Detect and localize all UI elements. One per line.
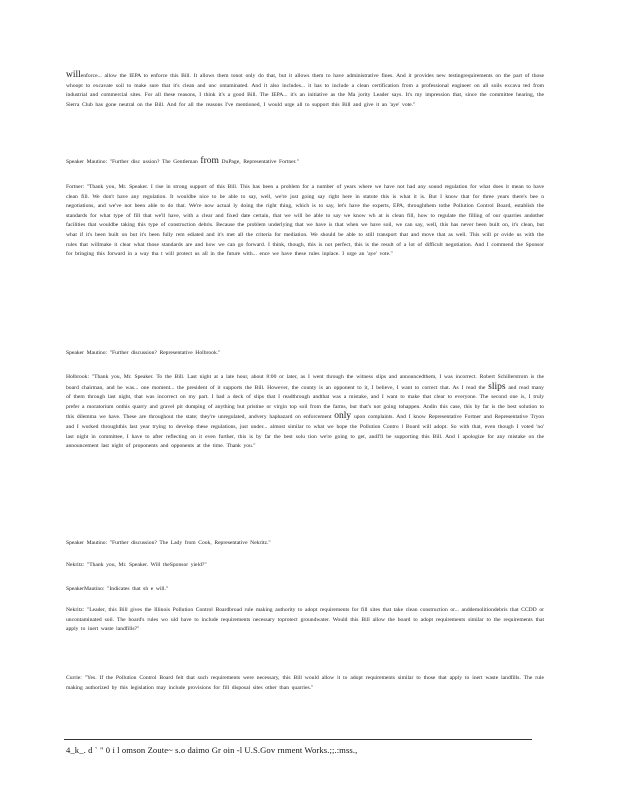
speaker-line-indicates: SpeakerMautino: "Indicates that sh e will."	[66, 586, 169, 592]
paragraph-holbrook-a: Holbrook: "Thank you, Mr. Speaker. To the Bill. Last night at a late hour, about 8:00 or later, as I went through the witness slips and announcedthem, I was incorrect. Robert Schillerstrom is the board chairman, and he was... one moment... the president of it supports the Bill. However, the county is an opponent to it, I believe, I want to correct that. As I read the	[66, 374, 544, 391]
footer-divider	[64, 739, 532, 740]
paragraph-holbrook-emph1: slips	[488, 381, 506, 392]
paragraph-fortner: Fortner: "Thank you, Mr. Speaker. I rise in strong support of this Bill. This has been a problem for a number of years where we have not had any sound regulation for what does it mean to have clean fill. We don't have any regulation. It wouldbe nice to be able to say, well, we're just going say right here in statute this is what it is. But I know that for three years there's bee n negotiations, and we've not been able to do that. We're now actual ly doing the right thing, which is to say, let's have the experts, EPA, throughthem tothe Pollution Control Board, establish the standards for what type of fill that we'll have, with a clear and fixed date certain, that we will be able to say we know wh at is clean fill, how to regulate the filling of our quarries andother facilities that wouldbe taking this type of construction debris. Because the problem underlying that we have is that when we have soil, we can say, well, this has never been built on, it's clean, but what if it's been built on but it's been fully rem ediated and it's met all the criteria for mediation. We should be able to still transport that and move that as well. This will pr ovide us with the rules that willmake it clear what those standards are and how we can go forward. I think, though, this is not perfect, this is the result of a lot of difficult negotiation. And I commend the Sponsor for bringing this forward in a way tha t will protect us all in the future with... ence we have these rules inplace. I urge an 'aye' vote."	[66, 184, 544, 258]
paragraph-holbrook-c: upon complaints. And I know Representative Fortner and Representative Tryon and I worked throughthis last year trying to develop these regulations, just under... almost similar to what we hope the Pollution Contro l Board will adopt. So with that, even though I voted 'no' last night in committee, I have to after reflecting on it even further, this is by far the best solu tion we're going to get, andI'll be supporting this Bill. And I apologize for any mistake on the announcement last night of proponents and opponents at the time. Thank you."	[66, 414, 545, 450]
paragraph-holbrook-b: and read many of them through last night, that was incorrect on my part. I had a deck of slips that I readthrough andthat was a mistake, and I want to make that clear to everyone. The second one is, I truly prefer a moratorium onthis quarry and gravel pit dumping of anything but pristine or virgin top soil from the farms, but that's not going tohappen. Andin this case, this by far is the best solution to this dilemma we have. These are throughout the state; they're unregulated, andvery haphazard on enforcement	[66, 384, 544, 421]
paragraph-nekritz-question: Nekritz: "Leader, this Bill gives the Illinois Pollution Control Boardbroad rule making authority to adopt requirements for fill sites that take clean construction or... anddemolitiondebris that CCDD or uncontaminated soil. The board's rules wo uld have to include requirements necessary toprotect groundwater. Would this Bill allow the board to adopt requirements similar to the requirements that apply to inert waste landfills?"	[66, 607, 544, 633]
speaker-line-emphasis: from	[200, 156, 219, 166]
paragraph-currie: Currie: "Yes. If the Pollution Control Board felt that such requirements were necessary, this Bill would allow it to adopt requirements similar to those that apply to inert waste landfills. The rule making authorized by this legislation may include provisions for fill disposal sites other than quarries."	[66, 675, 544, 691]
speaker-line-fortner	[66, 157, 544, 168]
speaker-line-post: DuPage, Representative Fortner."	[221, 159, 299, 165]
paragraph-intro-text: enforce... allow the IEPA to enforce this Bill. It allows them tonot only do that, but it allows them to have administrative fines. And it provides new testingrequirements on the part of those whoopt to excavate soil to make sure that it's clean and unc ontaminated. And it also includes... it has to include a clean certification from a professional engineer on all soils excava ted from industrial and commercial sites. For all these reasons, I think it's a good Bill. The IEPA... it's an initiative as the Ma jority Leader says. It's my impression that, since the committee hearing, the Sierra Club has gone neutral on the Bill. And for all the reasons I've mentioned, I would urge all to support this Bill and give it an 'aye' vote."	[66, 73, 544, 108]
paragraph-nekritz-yield: Nekritz: "Thank you, Mr. Speaker. Will theSponsor yield?"	[66, 562, 207, 568]
speaker-line-nekritz: Speaker Mautino: "Further discussion? The Lady from Cook, Representative Nekritz."	[66, 540, 271, 546]
paragraph-intro	[66, 71, 544, 110]
footer-text: 4_k_. d ` " 0 i l omson Zoute~ s.o daimo Gr oin -l U.S.Gov rnment Works.;;.:mss.,	[66, 745, 358, 755]
paragraph-holbrook	[66, 373, 544, 452]
paragraph-holbrook-emph2: only	[334, 411, 352, 422]
paragraph-intro-lead: will	[66, 70, 81, 80]
speaker-line-pre: Speaker Mautino: "Further disc ussion? The Gentleman	[66, 159, 198, 165]
speaker-line-holbrook: Speaker Mautino: "Further discussion? Representative Holbrook."	[66, 350, 221, 356]
